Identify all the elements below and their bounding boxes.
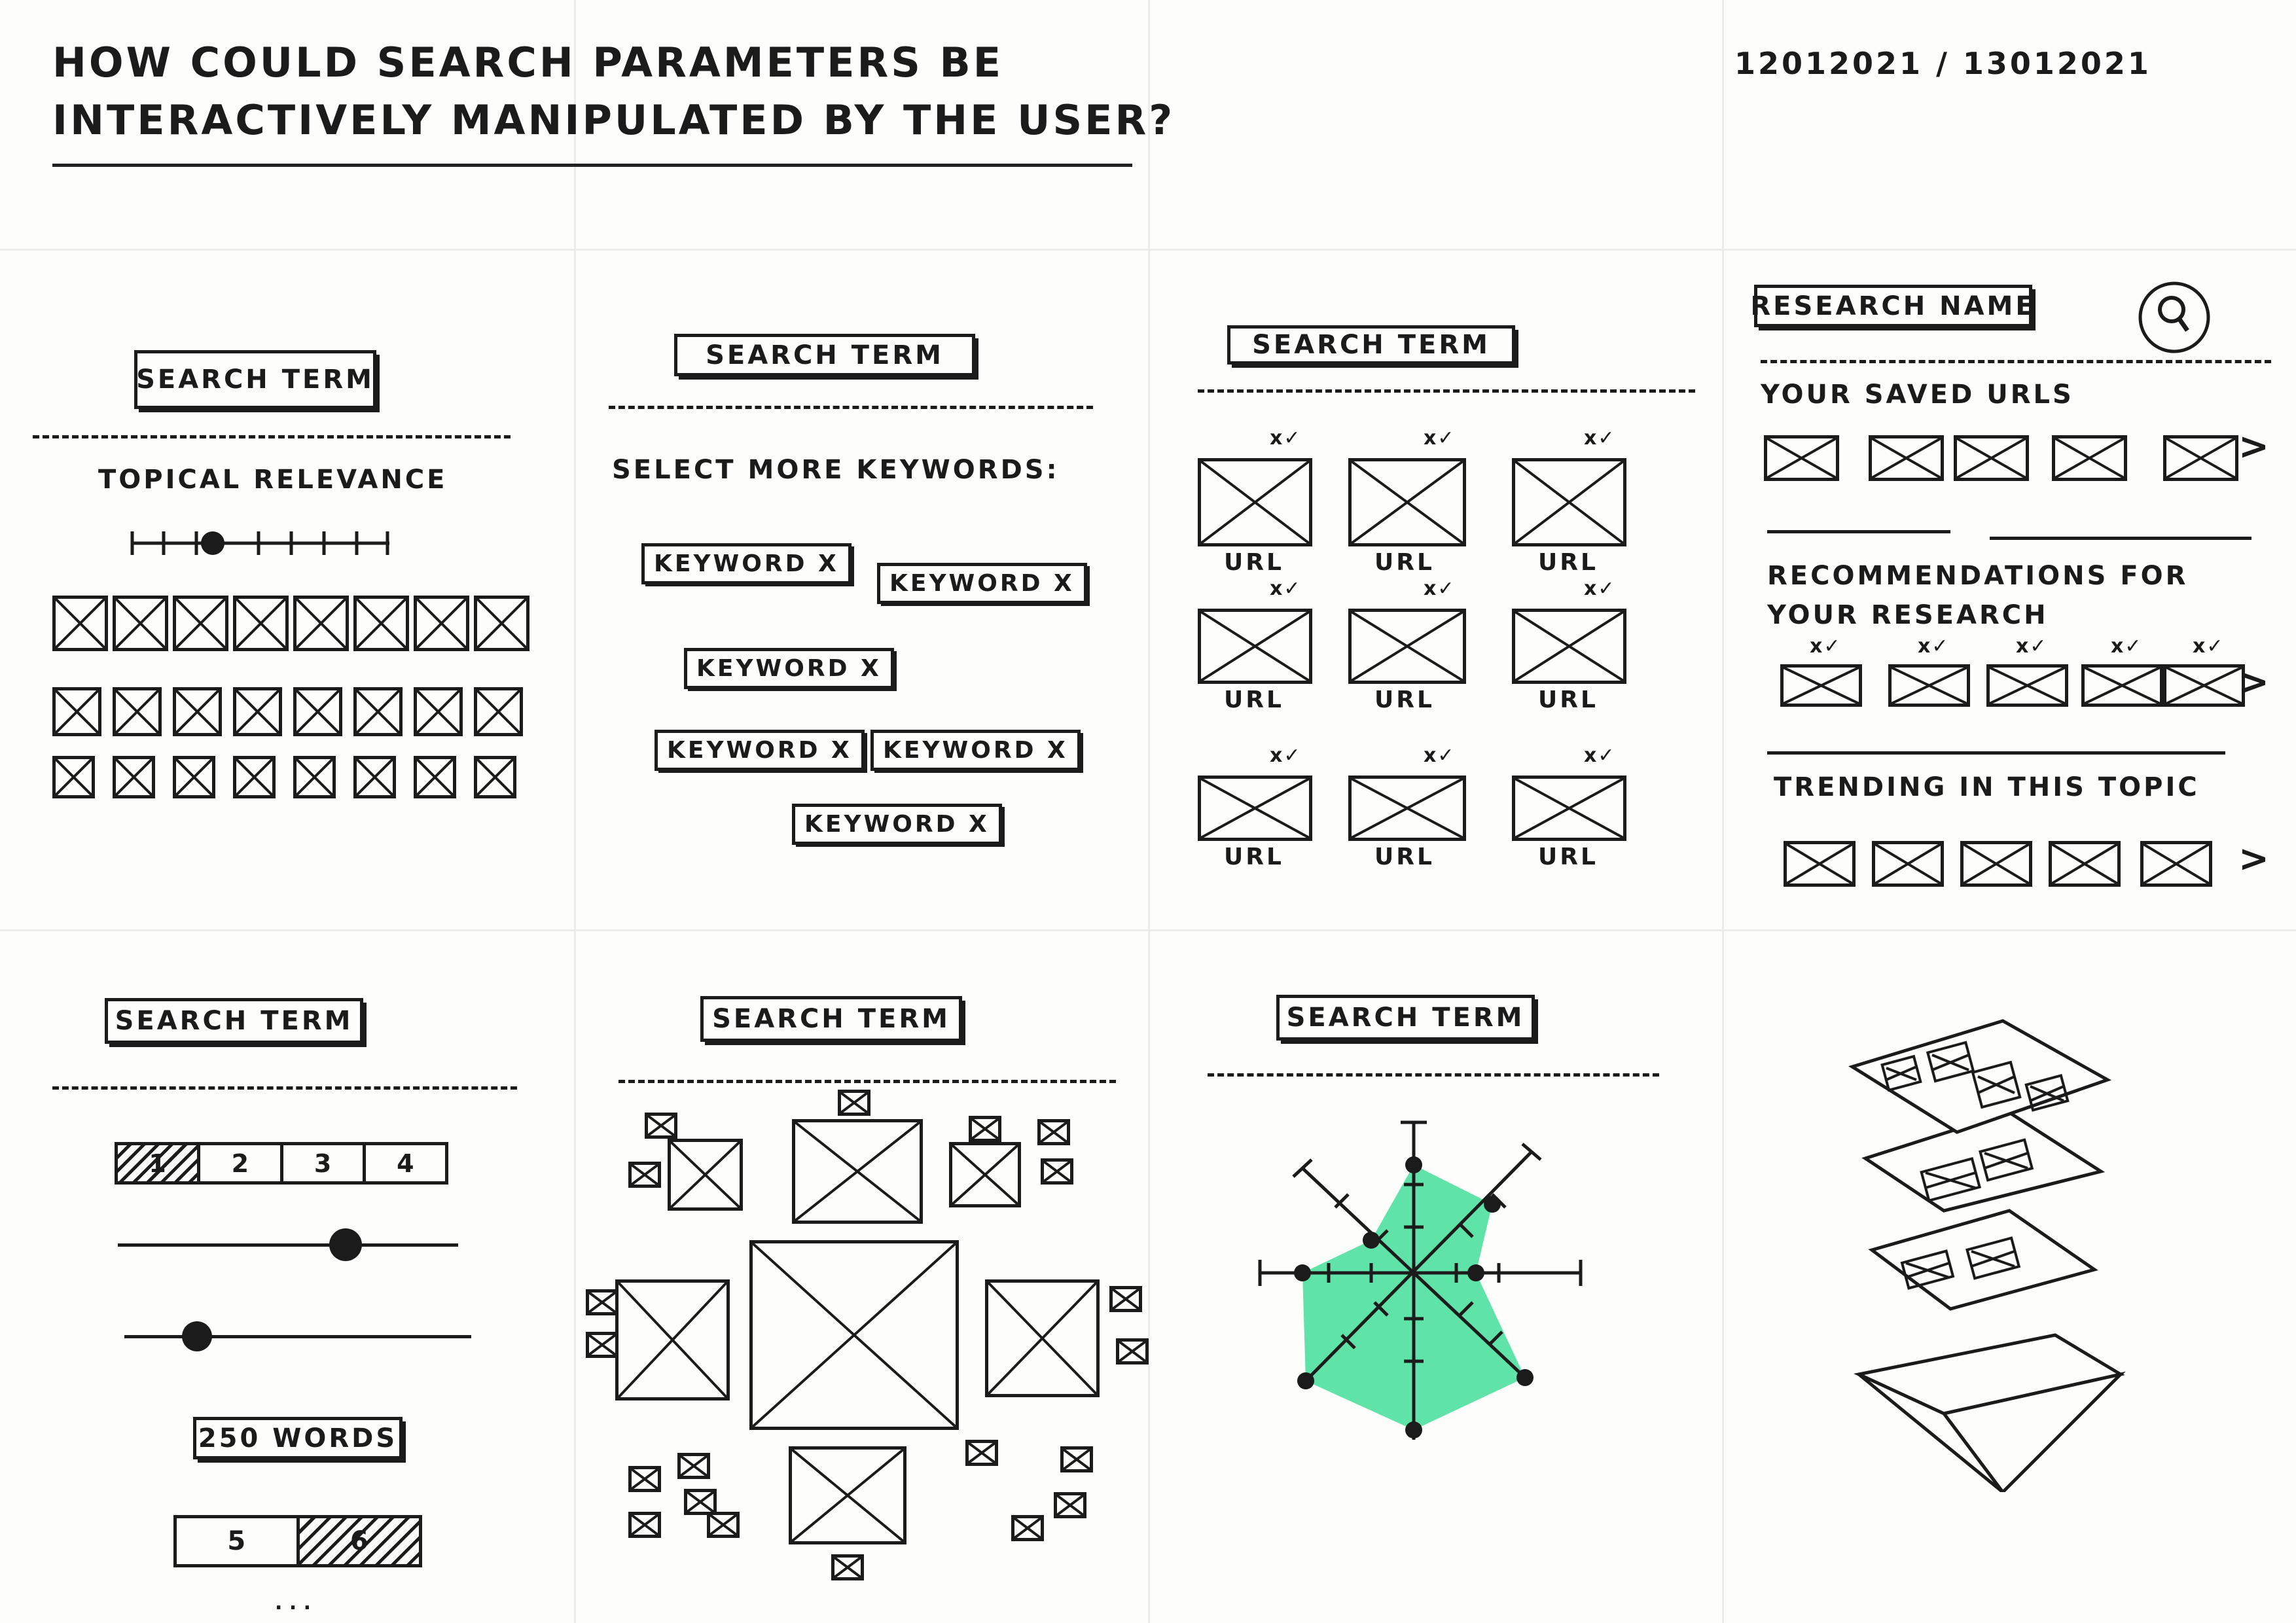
result-thumbnail[interactable] [474, 687, 523, 736]
next-arrow-icon[interactable]: > [2238, 661, 2269, 704]
url-thumbnail[interactable] [1512, 458, 1626, 546]
divider [1761, 360, 2271, 363]
bottom-tab-5[interactable]: 5 [177, 1518, 300, 1564]
keyword-chip[interactable]: KEYWORD X [684, 648, 894, 689]
slider-1-handle[interactable] [329, 1228, 362, 1261]
divider [609, 406, 1093, 409]
trending-thumbnail[interactable] [1960, 841, 2032, 887]
cluster-item-small[interactable] [684, 1489, 717, 1515]
url-thumbnail[interactable] [1198, 458, 1312, 546]
result-thumbnail[interactable] [113, 596, 168, 651]
research-name-label: RESEARCH NAME [1750, 291, 2036, 321]
url-thumbnail[interactable] [1348, 458, 1466, 546]
slider-2-handle[interactable] [182, 1321, 212, 1351]
search-term-label: SEARCH TERM [136, 365, 374, 395]
divider [1198, 389, 1695, 393]
url-caption: URL [1224, 844, 1284, 870]
pagination[interactable] [115, 1142, 448, 1185]
divider [619, 1080, 1116, 1083]
cluster-item-small[interactable] [628, 1466, 661, 1492]
keyword-chip[interactable]: KEYWORD X [877, 563, 1087, 604]
result-thumbnail[interactable] [414, 596, 469, 651]
result-thumbnail[interactable] [113, 756, 155, 798]
recommendations-label: RECOMMENDATIONS FOR YOUR RESEARCH [1767, 561, 2189, 630]
trending-thumbnail[interactable] [2140, 841, 2212, 887]
divider [1767, 530, 1950, 533]
result-thumbnail[interactable] [474, 756, 516, 798]
divider [1767, 751, 2225, 755]
cluster-item-small[interactable] [1011, 1515, 1044, 1541]
cluster-item-small[interactable] [586, 1332, 619, 1358]
cluster-item-small[interactable] [838, 1090, 870, 1116]
cluster-item-small[interactable] [831, 1554, 864, 1580]
bottom-tab-6[interactable]: 6 [300, 1518, 420, 1564]
cluster-item-small[interactable] [645, 1113, 677, 1139]
result-thumbnail[interactable] [173, 756, 215, 798]
radar-chart[interactable] [1244, 1113, 1662, 1453]
slider-2[interactable] [124, 1335, 471, 1338]
title-underline [52, 164, 1132, 167]
divider [1990, 537, 2251, 540]
approve-reject-toggle[interactable]: x✓ [2193, 635, 2225, 658]
result-thumbnail[interactable] [414, 756, 456, 798]
approve-reject-toggle[interactable]: x✓ [1584, 427, 1616, 450]
result-thumbnail[interactable] [293, 687, 342, 736]
cluster-item-small[interactable] [707, 1512, 740, 1538]
saved-url-thumbnail[interactable] [2163, 435, 2238, 481]
approve-reject-toggle[interactable]: x✓ [1584, 577, 1616, 600]
url-caption: URL [1224, 687, 1284, 713]
approve-reject-toggle[interactable]: x✓ [2016, 635, 2048, 658]
search-term-label: SEARCH TERM [706, 340, 944, 370]
result-thumbnail[interactable] [173, 596, 228, 651]
cluster-item-small[interactable] [969, 1116, 1001, 1142]
slider-handle [201, 531, 224, 555]
title-line-2: INTERACTIVELY MANIPULATED BY THE USER? [52, 96, 1175, 144]
stacked-layers-illustration [1846, 995, 2147, 1492]
cluster-item-small[interactable] [1109, 1286, 1142, 1312]
url-caption: URL [1538, 687, 1598, 713]
page-title [52, 34, 1175, 149]
result-thumbnail[interactable] [293, 756, 336, 798]
divider [1208, 1073, 1659, 1077]
saved-url-thumbnail[interactable] [1869, 435, 1944, 481]
saved-url-thumbnail[interactable] [1954, 435, 2029, 481]
cluster-item-small[interactable] [586, 1289, 619, 1315]
url-thumbnail[interactable] [1512, 776, 1626, 841]
search-term-box[interactable] [134, 350, 376, 409]
search-term-label: SEARCH TERM [115, 1006, 353, 1036]
title-line-1: HOW COULD SEARCH PARAMETERS BE [52, 39, 1004, 86]
trending-thumbnail[interactable] [1872, 841, 1944, 887]
approve-reject-toggle[interactable]: x✓ [1918, 635, 1950, 658]
next-arrow-icon[interactable]: > [2238, 838, 2269, 880]
result-thumbnail[interactable] [233, 756, 276, 798]
result-thumbnail[interactable] [293, 596, 349, 651]
url-caption: URL [1374, 687, 1435, 713]
search-term-box[interactable] [1276, 995, 1535, 1041]
result-thumbnail[interactable] [353, 596, 409, 651]
search-term-box[interactable] [105, 998, 363, 1044]
topical-relevance-label: TOPICAL RELEVANCE [98, 465, 448, 495]
page-tab-1[interactable]: 1 [118, 1145, 200, 1181]
more-dots: . . . [275, 1592, 312, 1614]
cluster-item-small[interactable] [628, 1512, 661, 1538]
result-thumbnail[interactable] [52, 596, 108, 651]
result-thumbnail[interactable] [353, 687, 403, 736]
cluster-item[interactable] [792, 1119, 923, 1224]
result-thumbnail[interactable] [113, 687, 162, 736]
approve-reject-toggle[interactable]: x✓ [1810, 635, 1842, 658]
search-term-label: SEARCH TERM [1252, 330, 1490, 360]
approve-reject-toggle[interactable]: x✓ [1424, 744, 1456, 767]
search-term-box[interactable] [700, 996, 962, 1042]
page-tab-3[interactable]: 3 [283, 1145, 366, 1181]
keyword-chip[interactable]: KEYWORD X [792, 804, 1002, 845]
select-keywords-label: SELECT MORE KEYWORDS: [612, 455, 1060, 485]
approve-reject-toggle[interactable]: x✓ [1270, 577, 1302, 600]
keyword-chip[interactable]: KEYWORD X [655, 730, 865, 771]
approve-reject-toggle[interactable]: x✓ [1424, 577, 1456, 600]
url-caption: URL [1374, 844, 1435, 870]
bottom-tabs[interactable] [173, 1515, 422, 1567]
cluster-item-small[interactable] [1116, 1338, 1149, 1364]
keyword-chip[interactable]: KEYWORD X [641, 543, 852, 584]
result-thumbnail[interactable] [233, 596, 289, 651]
keyword-chip[interactable]: KEYWORD X [870, 730, 1081, 771]
cluster-item-small[interactable] [1041, 1158, 1073, 1185]
result-thumbnail[interactable] [173, 687, 222, 736]
cluster-item-small[interactable] [1037, 1119, 1070, 1145]
cluster-item-small[interactable] [1054, 1492, 1086, 1518]
result-thumbnail[interactable] [233, 687, 282, 736]
result-thumbnail[interactable] [52, 756, 95, 798]
approve-reject-toggle[interactable]: x✓ [1584, 744, 1616, 767]
approve-reject-toggle[interactable]: x✓ [2111, 635, 2143, 658]
search-term-box[interactable] [674, 334, 975, 376]
approve-reject-toggle[interactable]: x✓ [1270, 744, 1302, 767]
search-term-label: SEARCH TERM [1286, 1003, 1525, 1033]
approve-reject-toggle[interactable]: x✓ [1424, 427, 1456, 450]
research-name-box[interactable] [1750, 285, 2036, 327]
page-tab-4[interactable]: 4 [397, 1149, 414, 1178]
slider-1[interactable] [118, 1243, 458, 1247]
recommendation-thumbnail[interactable] [1986, 664, 2068, 707]
url-caption: URL [1538, 549, 1598, 576]
cluster-item[interactable] [668, 1139, 743, 1211]
date-label: 12012021 / 13012021 [1734, 46, 2151, 81]
cluster-item-small[interactable] [965, 1440, 998, 1466]
result-thumbnail[interactable] [414, 687, 463, 736]
trending-thumbnail[interactable] [1784, 841, 1856, 887]
page-tab-2[interactable]: 2 [200, 1145, 283, 1181]
result-thumbnail[interactable] [474, 596, 529, 651]
trending-label: TRENDING IN THIS TOPIC [1774, 772, 2200, 802]
saved-urls-label: YOUR SAVED URLS [1761, 380, 2074, 410]
search-term-label: SEARCH TERM [712, 1004, 950, 1034]
relevance-slider[interactable] [124, 524, 399, 563]
approve-reject-toggle[interactable]: x✓ [1270, 427, 1302, 450]
word-count-box[interactable] [193, 1417, 403, 1459]
url-thumbnail[interactable] [1512, 609, 1626, 684]
url-thumbnail[interactable] [1198, 609, 1312, 684]
divider [52, 1086, 517, 1090]
url-thumbnail[interactable] [1348, 776, 1466, 841]
recommendation-thumbnail[interactable] [1888, 664, 1970, 707]
next-arrow-icon[interactable]: > [2238, 425, 2269, 468]
url-thumbnail[interactable] [1198, 776, 1312, 841]
cluster-item[interactable] [615, 1279, 730, 1400]
cluster-item-small[interactable] [628, 1162, 661, 1188]
cluster-item[interactable] [789, 1446, 906, 1544]
cluster-item[interactable] [985, 1279, 1100, 1397]
url-caption: URL [1538, 844, 1598, 870]
trending-thumbnail[interactable] [2049, 841, 2121, 887]
divider [33, 435, 511, 438]
url-caption: URL [1374, 549, 1435, 576]
magnifier-icon[interactable] [2134, 278, 2219, 357]
cluster-item-small[interactable] [677, 1453, 710, 1479]
url-thumbnail[interactable] [1348, 609, 1466, 684]
url-caption: URL [1224, 549, 1284, 576]
word-count-label: 250 WORDS [198, 1423, 398, 1454]
recommendation-thumbnail[interactable] [1780, 664, 1862, 707]
recommendation-thumbnail[interactable] [2163, 664, 2245, 707]
recommendation-thumbnail[interactable] [2081, 664, 2163, 707]
cluster-item-small[interactable] [1060, 1446, 1093, 1472]
saved-url-thumbnail[interactable] [2052, 435, 2127, 481]
cluster-item[interactable] [949, 1142, 1021, 1207]
search-term-box[interactable] [1227, 325, 1515, 365]
cluster-item[interactable] [749, 1240, 959, 1430]
result-thumbnail[interactable] [353, 756, 396, 798]
result-thumbnail[interactable] [52, 687, 101, 736]
saved-url-thumbnail[interactable] [1764, 435, 1839, 481]
